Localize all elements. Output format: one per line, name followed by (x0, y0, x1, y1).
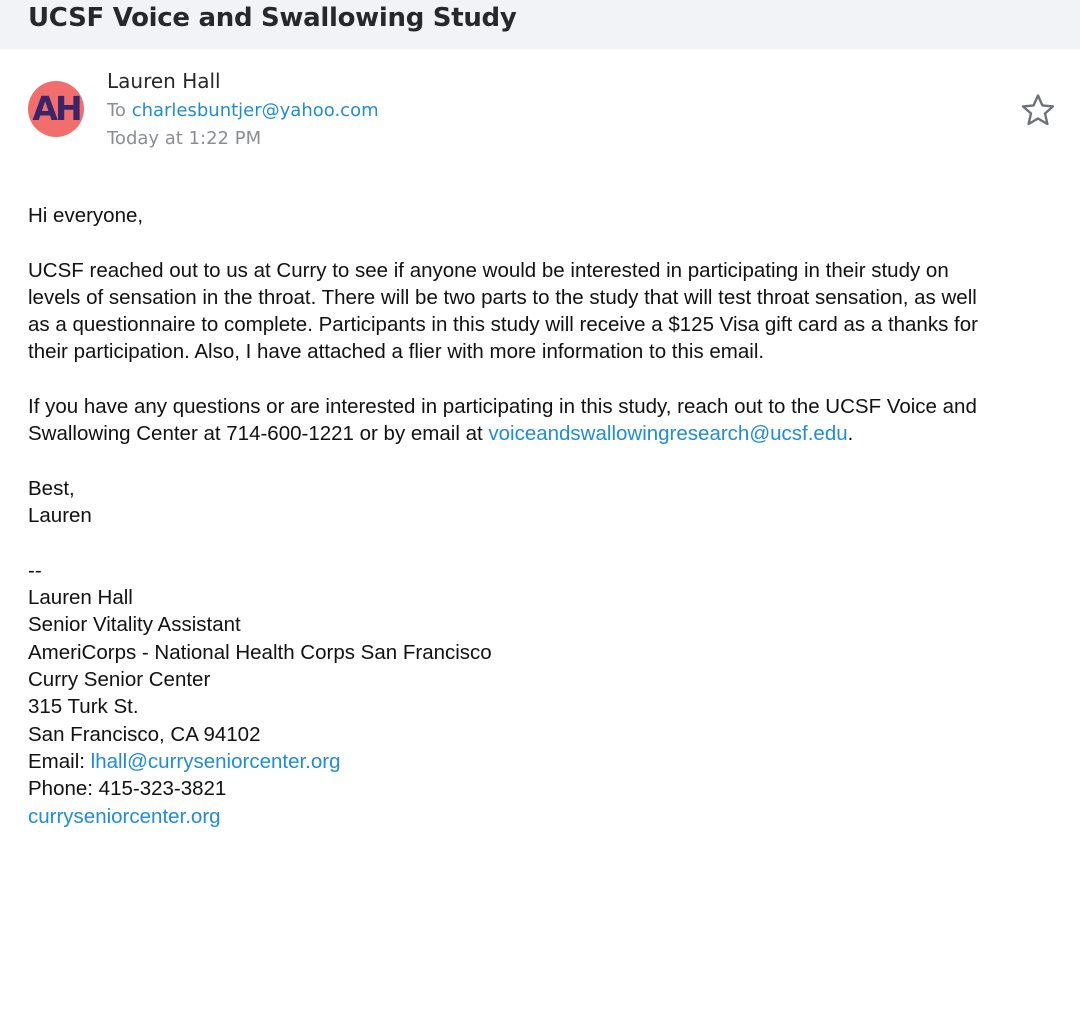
contact-text: Swallowing Center at 714-600-1221 or by email at (28, 422, 489, 446)
star-icon[interactable] (1019, 92, 1057, 130)
email-date: Today at 1:22 PM (107, 128, 262, 149)
paragraph-line: their participation. Also, I have attached a flier with more information to this email. (28, 340, 765, 364)
signature-org: AmeriCorps - National Health Corps San Francisco (28, 640, 492, 664)
paragraph-line: UCSF reached out to us at Curry to see if anyone would be interested in participating in their study on (28, 258, 949, 282)
signature-title: Senior Vitality Assistant (28, 613, 241, 637)
contact-paragraph-line (28, 420, 1058, 447)
email-subject: UCSF Voice and Swallowing Study (28, 3, 517, 33)
research-email-link[interactable]: voiceandswallowingresearch@ucsf.edu (488, 422, 848, 446)
signature-separator: -- (28, 558, 42, 582)
to-prefix: To (107, 100, 126, 121)
period: . (847, 422, 854, 446)
closing: Best, (28, 476, 75, 500)
signature-street: 315 Turk St. (28, 695, 139, 719)
signature-city: San Francisco, CA 94102 (28, 722, 261, 746)
signature-center: Curry Senior Center (28, 668, 211, 692)
avatar-initials: AH (32, 89, 80, 128)
signature-phone: Phone: 415-323-3821 (28, 777, 227, 801)
paragraph-line: as a questionnaire to complete. Participants in this study will receive a $125 Visa gift card as a thanks for (28, 313, 978, 337)
closing-name: Lauren (28, 504, 92, 528)
website-link[interactable]: curryseniorcenter.org (28, 804, 221, 828)
email-label: Email: (28, 749, 91, 773)
signature-name: Lauren Hall (28, 586, 133, 610)
sender-avatar[interactable] (28, 81, 84, 137)
recipient-address[interactable]: charlesbuntjer@yahoo.com (131, 100, 379, 121)
signature-email-line (28, 748, 1058, 775)
subject-header-bar (0, 0, 1080, 49)
greeting: Hi everyone, (28, 204, 144, 227)
recipient-line (107, 98, 379, 124)
paragraph-line: If you have any questions or are interested in participating in this study, reach out to the UCSF Voice and (28, 395, 977, 419)
signature-email-link[interactable]: lhall@curryseniorcenter.org (90, 749, 341, 773)
email-body (28, 202, 1058, 830)
paragraph-line: levels of sensation in the throat. There will be two parts to the study that will test throat sensation, as well (28, 285, 977, 309)
sender-name[interactable]: Lauren Hall (107, 69, 221, 93)
